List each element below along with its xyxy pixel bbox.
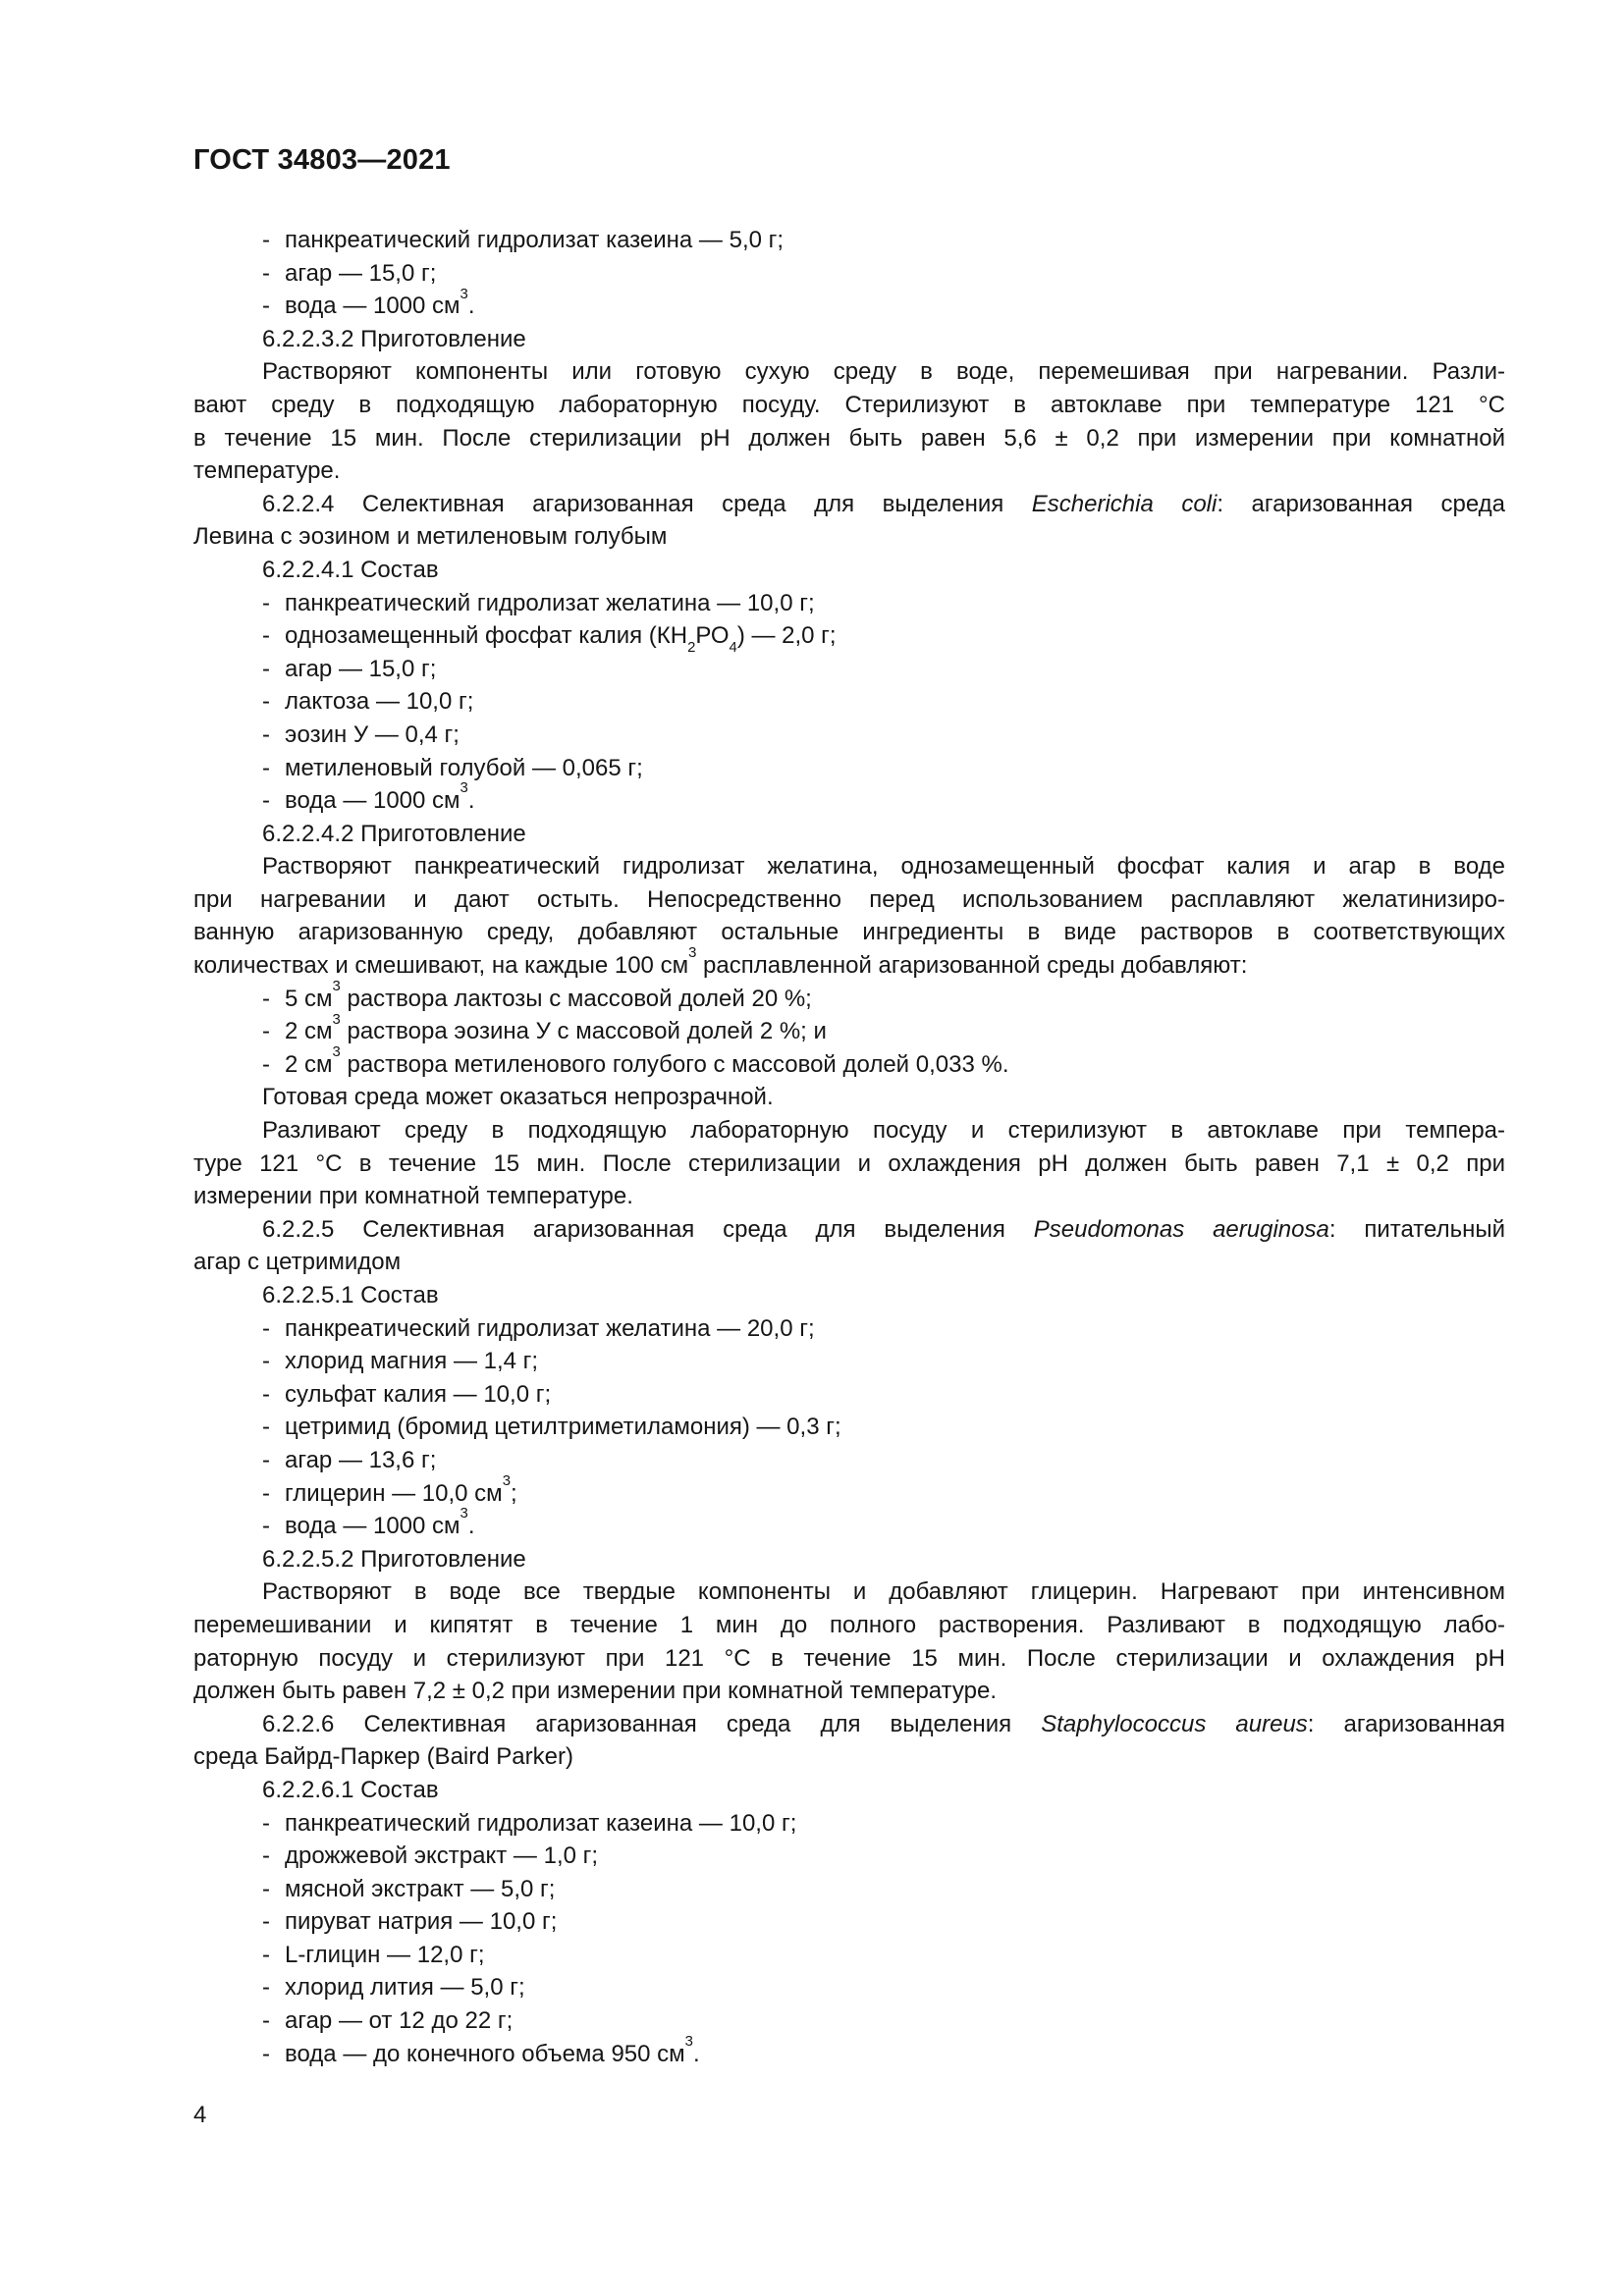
superscript: 3 — [460, 780, 468, 797]
list-item-text — [285, 755, 643, 781]
text-run: 6.2.2.6.1 Состав — [262, 1776, 439, 1803]
clause-heading — [193, 1774, 1505, 1807]
list-item — [193, 286, 1505, 323]
list-item — [193, 224, 1505, 257]
superscript: 3 — [502, 1472, 511, 1489]
list-dash: - — [262, 1513, 270, 1540]
list-item — [193, 719, 1505, 752]
paragraph-line — [193, 1675, 1505, 1708]
list-item — [193, 653, 1505, 686]
text-run: пируват натрия — 10,0 г; — [285, 1908, 558, 1936]
list-item — [193, 1345, 1505, 1378]
page-number: 4 — [193, 2102, 207, 2128]
superscript: 3 — [460, 1506, 468, 1522]
list-item-text — [285, 1842, 598, 1869]
text-run: хлорид магния — 1,4 г; — [285, 1348, 539, 1375]
text-run: дрожжевой экстракт — 1,0 г; — [285, 1842, 599, 1870]
list-item-text — [285, 978, 812, 1012]
species-name: Pseudomonas aeruginosa — [1033, 1215, 1329, 1243]
paragraph-line — [193, 488, 1505, 521]
list-dash: - — [262, 1974, 270, 2002]
list-dash: - — [262, 1414, 270, 1441]
paragraph-line — [193, 355, 1505, 389]
text-run: однозамещенный фосфат калия (КН — [285, 622, 688, 650]
clause-heading — [193, 323, 1505, 356]
text-run: 6.2.2.5.1 Состав — [262, 1282, 439, 1308]
list-item-text — [285, 1447, 436, 1473]
superscript: 3 — [332, 1044, 341, 1061]
list-item — [193, 1905, 1505, 1939]
list-item-text — [285, 1044, 1009, 1078]
text-run: агар с цетримидом — [193, 1249, 402, 1276]
paragraph-line — [193, 389, 1505, 422]
text-run: агар — 15,0 г; — [285, 259, 437, 287]
paragraph — [193, 1708, 1505, 1774]
text-run: сульфат калия — 10,0 г; — [285, 1380, 552, 1408]
superscript: 3 — [332, 1011, 341, 1028]
paragraph-line — [193, 1609, 1505, 1642]
text-run: : питательный — [1328, 1215, 1505, 1243]
paragraph-line — [193, 454, 1505, 488]
text-run: агар — 15,0 г; — [285, 655, 437, 682]
paragraph-line — [193, 1575, 1505, 1609]
list-item — [193, 752, 1505, 785]
list-dash: - — [262, 259, 270, 287]
paragraph-line — [193, 1708, 1505, 1741]
list-item — [193, 1506, 1505, 1543]
list-item — [193, 1840, 1505, 1873]
list-item — [193, 978, 1505, 1016]
list-item-text — [285, 1974, 525, 2001]
text-run: Левина с эозином и метиленовым голубым — [193, 523, 668, 551]
list-item-text — [285, 1315, 815, 1342]
document-footer — [193, 2099, 206, 2132]
list-dash: - — [262, 227, 270, 253]
text-run: раторную посуду и стерилизуют при 121 °С в течение 15 мин. После стерилизации и охлаждения pH — [193, 1644, 1505, 1672]
text-run: ванную агаризованную среду, добавляют остальные ингредиенты в виде растворов в соответствующих — [193, 919, 1505, 946]
text-run: вода — 1000 см — [285, 1513, 460, 1540]
text-run: 6.2.2.6 Селективная агаризованная среда для выделения — [262, 1710, 1042, 1737]
list-dash: - — [262, 754, 270, 781]
paragraph-line — [193, 850, 1505, 883]
text-run: панкреатический гидролизат казеина — 10,0 г; — [285, 1809, 797, 1837]
paragraph-line — [193, 945, 1505, 983]
list-item-text — [285, 1810, 796, 1837]
paragraph — [193, 1081, 1505, 1114]
superscript: 3 — [688, 945, 697, 962]
list-dash: - — [262, 688, 270, 716]
text-run: должен быть равен 7,2 ± 0,2 при измерении при комнатной температуре. — [193, 1678, 997, 1705]
list-item-text — [285, 721, 460, 748]
list-dash: - — [262, 985, 270, 1012]
text-run: панкреатический гидролизат желатина — 20,0 г; — [285, 1314, 815, 1342]
paragraph — [193, 1213, 1505, 1279]
text-run: цетримид (бромид цетилтриметиламония) — 0,3 г; — [285, 1414, 841, 1441]
list-item — [193, 2033, 1505, 2071]
list-item-text — [285, 1472, 517, 1507]
list-item — [193, 2004, 1505, 2038]
list-dash: - — [262, 1842, 270, 1870]
text-run: раствора эозина У с массовой долей 2 %; и — [340, 1018, 827, 1045]
text-run: РО — [695, 622, 730, 650]
list-item — [193, 1312, 1505, 1346]
text-run: . — [467, 293, 475, 320]
list-dash: - — [262, 1018, 270, 1045]
superscript: 3 — [332, 978, 341, 994]
text-run: эозин У — 0,4 г; — [285, 721, 460, 748]
text-run: агар — от 12 до 22 г; — [285, 2007, 514, 2035]
list-item-text — [285, 227, 784, 253]
text-run: температуре. — [193, 457, 341, 485]
clause-heading — [193, 1279, 1505, 1312]
list-item — [193, 1873, 1505, 1906]
list-dash: - — [262, 2007, 270, 2035]
text-run: Растворяют панкреатический гидролизат желатина, однозамещенный фосфат калия и агар в воде — [262, 853, 1505, 881]
list-item — [193, 1444, 1505, 1477]
text-run: . — [692, 2040, 700, 2067]
superscript: 3 — [460, 286, 468, 302]
list-item — [193, 1939, 1505, 1972]
text-run: вают среду в подходящую лабораторную посуду. Стерилизуют в автоклаве при температуре 121 °С — [193, 391, 1505, 418]
text-run: в течение 15 мин. После стерилизации pH должен быть равен 5,6 ± 0,2 при измерении при комнатной — [193, 424, 1505, 452]
list-item-text — [285, 1414, 841, 1440]
list-item-text — [285, 286, 475, 320]
list-item-text — [285, 2033, 700, 2067]
text-run: Разливают среду в подходящую лабораторную посуду и стерилизуют в автоклаве при темпера- — [262, 1117, 1505, 1145]
list-dash: - — [262, 293, 270, 320]
list-dash: - — [262, 1941, 270, 1968]
paragraph-line — [193, 1180, 1505, 1213]
list-dash: - — [262, 1050, 270, 1078]
paragraph — [193, 488, 1505, 554]
clause-heading — [193, 818, 1505, 851]
text-run: Растворяют в воде все твердые компоненты и добавляют глицерин. Нагревают при интенсивном — [262, 1578, 1505, 1606]
list-dash: - — [262, 1875, 270, 1902]
text-run: метиленовый голубой — 0,065 г; — [285, 754, 643, 781]
list-item-text — [285, 1908, 557, 1935]
paragraph — [193, 355, 1505, 487]
paragraph-line — [193, 883, 1505, 917]
list-dash: - — [262, 787, 270, 815]
paragraph-line — [193, 520, 1505, 554]
text-run: 6.2.2.4.1 Состав — [262, 556, 439, 583]
subscript: 2 — [687, 640, 696, 657]
list-dash: - — [262, 589, 270, 616]
list-dash: - — [262, 721, 270, 748]
text-run: вода — 1000 см — [285, 293, 460, 320]
text-run: лактоза — 10,0 г; — [285, 688, 474, 716]
list-dash: - — [262, 655, 270, 682]
text-run: 6.2.2.5.2 Приготовление — [262, 1545, 526, 1573]
list-item-text — [285, 1381, 551, 1408]
species-name: Staphylococcus aureus — [1041, 1710, 1308, 1737]
text-run: раствора метиленового голубого с массовой долей 0,033 %. — [340, 1050, 1009, 1078]
text-run: 6.2.2.5 Селективная агаризованная среда для выделения — [262, 1215, 1034, 1243]
text-run: ; — [510, 1479, 517, 1507]
text-run: Готовая среда может оказаться непрозрачной. — [262, 1084, 774, 1111]
text-run: агар — 13,6 г; — [285, 1446, 437, 1473]
paragraph-line — [193, 1642, 1505, 1676]
text-run: панкреатический гидролизат желатина — 10,0 г; — [285, 589, 815, 616]
list-item-text — [285, 1348, 538, 1374]
list-dash: - — [262, 1348, 270, 1375]
paragraph — [193, 1575, 1505, 1707]
paragraph-line — [193, 1740, 1505, 1774]
document-header — [193, 145, 451, 176]
species-name: Escherichia coli — [1031, 490, 1218, 517]
paragraph-line — [193, 916, 1505, 949]
list-item — [193, 1807, 1505, 1841]
list-item-text — [285, 1506, 475, 1540]
list-item — [193, 1971, 1505, 2004]
document-body — [193, 224, 1505, 2070]
text-run: расплавленной агаризованной среды добавляют: — [696, 952, 1248, 980]
text-run: среда Байрд-Паркер (Baird Parker) — [193, 1743, 573, 1771]
text-run: количествах и смешивают, на каждые 100 см — [193, 952, 689, 980]
standard-number: ГОСТ 34803—2021 — [193, 144, 451, 176]
list-item — [193, 587, 1505, 620]
subscript: 4 — [729, 640, 737, 657]
text-run: вода — 1000 см — [285, 787, 460, 815]
text-run: : агаризованная среда — [1217, 490, 1505, 517]
list-dash: - — [262, 1446, 270, 1473]
text-run: измерении при комнатной температуре. — [193, 1183, 633, 1210]
list-item — [193, 685, 1505, 719]
text-run: 6.2.2.4 Селективная агаризованная среда для выделения — [262, 490, 1032, 517]
list-item — [193, 1472, 1505, 1511]
list-item — [193, 1044, 1505, 1082]
text-run: : агаризованная — [1307, 1710, 1505, 1737]
list-item — [193, 257, 1505, 291]
list-item — [193, 1378, 1505, 1412]
list-item-text — [285, 590, 815, 616]
text-run: при нагревании и дают остыть. Непосредственно перед использованием расплавляют желатинизиро- — [193, 885, 1505, 913]
text-run: 5 см — [285, 985, 333, 1012]
paragraph-line — [193, 1246, 1505, 1279]
list-item-text — [285, 1942, 485, 1968]
paragraph-line — [193, 1213, 1505, 1247]
text-run: Растворяют компоненты или готовую сухую среду в воде, перемешивая при нагревании. Разли- — [262, 358, 1505, 386]
text-run: мясной экстракт — 5,0 г; — [285, 1875, 556, 1902]
list-item-text — [285, 656, 436, 682]
list-dash: - — [262, 1380, 270, 1408]
paragraph — [193, 850, 1505, 982]
paragraph-line — [193, 1081, 1505, 1114]
text-run: 6.2.2.3.2 Приготовление — [262, 325, 526, 352]
list-item — [193, 1411, 1505, 1444]
paragraph-line — [193, 1148, 1505, 1181]
list-item-text — [285, 1011, 827, 1045]
superscript: 3 — [684, 2033, 693, 2050]
text-run: 2 см — [285, 1018, 333, 1045]
text-run: хлорид лития — 5,0 г; — [285, 1974, 525, 2002]
list-item-text — [285, 622, 837, 657]
text-run: глицерин — 10,0 см — [285, 1479, 503, 1507]
text-run: перемешивании и кипятят в течение 1 мин до полного растворения. Разливают в подходящую лабо- — [193, 1611, 1505, 1638]
text-run: 6.2.2.4.2 Приготовление — [262, 820, 526, 847]
text-run: раствора лактозы с массовой долей 20 %; — [340, 985, 812, 1012]
text-run: . — [467, 1513, 475, 1540]
list-item — [193, 619, 1505, 657]
text-run: ) — 2,0 г; — [736, 622, 837, 650]
list-item-text — [285, 1876, 555, 1902]
text-run: 2 см — [285, 1050, 333, 1078]
text-run: L-глицин — 12,0 г; — [285, 1941, 485, 1968]
text-run: туре 121 °С в течение 15 мин. После стерилизации и охлаждения pH должен быть равен 7,1 ± 0,2 при — [193, 1149, 1505, 1177]
list-item-text — [285, 260, 436, 287]
list-dash: - — [262, 1908, 270, 1936]
list-dash: - — [262, 2040, 270, 2067]
list-dash: - — [262, 1479, 270, 1507]
list-item-text — [285, 2007, 513, 2034]
clause-heading — [193, 1543, 1505, 1576]
clause-heading — [193, 554, 1505, 587]
list-dash: - — [262, 622, 270, 650]
text-run: панкреатический гидролизат казеина — 5,0 г; — [285, 227, 785, 253]
paragraph-line — [193, 1114, 1505, 1148]
list-item — [193, 1011, 1505, 1048]
text-run: вода — до конечного объема 950 см — [285, 2040, 685, 2067]
list-item-text — [285, 688, 473, 715]
list-dash: - — [262, 1809, 270, 1837]
list-item — [193, 780, 1505, 818]
text-run: . — [467, 787, 475, 815]
list-item-text — [285, 780, 475, 815]
paragraph — [193, 1114, 1505, 1213]
paragraph-line — [193, 422, 1505, 455]
list-dash: - — [262, 1314, 270, 1342]
